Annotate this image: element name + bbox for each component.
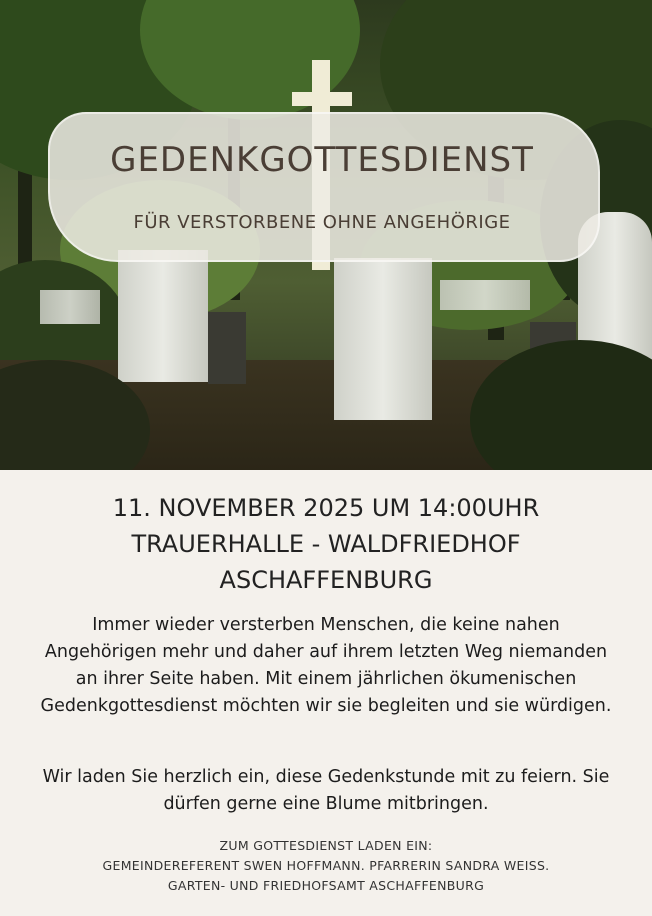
- footer-heading: ZUM GOTTESDIENST LADEN EIN:: [219, 838, 433, 853]
- organizers-footer: [20, 836, 632, 896]
- footer-organizers: GEMEINDEREFERENT SWEN HOFFMANN. PFARRERIN SANDRA WEISS.: [102, 858, 550, 873]
- gravestone-dark: [208, 312, 246, 384]
- title-banner: [48, 112, 600, 262]
- page-title: GEDENKGOTTESDIENST: [110, 140, 534, 180]
- gravestone-left: [118, 250, 208, 382]
- page-subtitle: FÜR VERSTORBENE OHNE ANGEHÖRIGE: [133, 212, 511, 233]
- gravestone-center: [334, 258, 432, 420]
- event-city: ASCHAFFENBURG: [219, 566, 433, 594]
- event-details: [20, 490, 632, 598]
- invitation-paragraph: Wir laden Sie herzlich ein, diese Gedenkstunde mit zu feiern. Sie dürfen gerne eine Blume mitbringen.: [42, 767, 610, 814]
- footer-office: GARTEN- UND FRIEDHOFSAMT ASCHAFFENBURG: [167, 878, 485, 893]
- event-location: TRAUERHALLE - WALDFRIEDHOF: [131, 530, 521, 558]
- event-datetime: 11. NOVEMBER 2025 UM 14:00UHR: [112, 494, 540, 522]
- intro-paragraph: Immer wieder versterben Menschen, die keine nahen Angehörigen mehr und daher auf ihrem letzten Weg niemanden an ihrer Seite haben. Mit einem jährlichen ökumenischen Gedenkgottesdienst möchten wir sie begleiten und sie würdigen.: [40, 615, 612, 716]
